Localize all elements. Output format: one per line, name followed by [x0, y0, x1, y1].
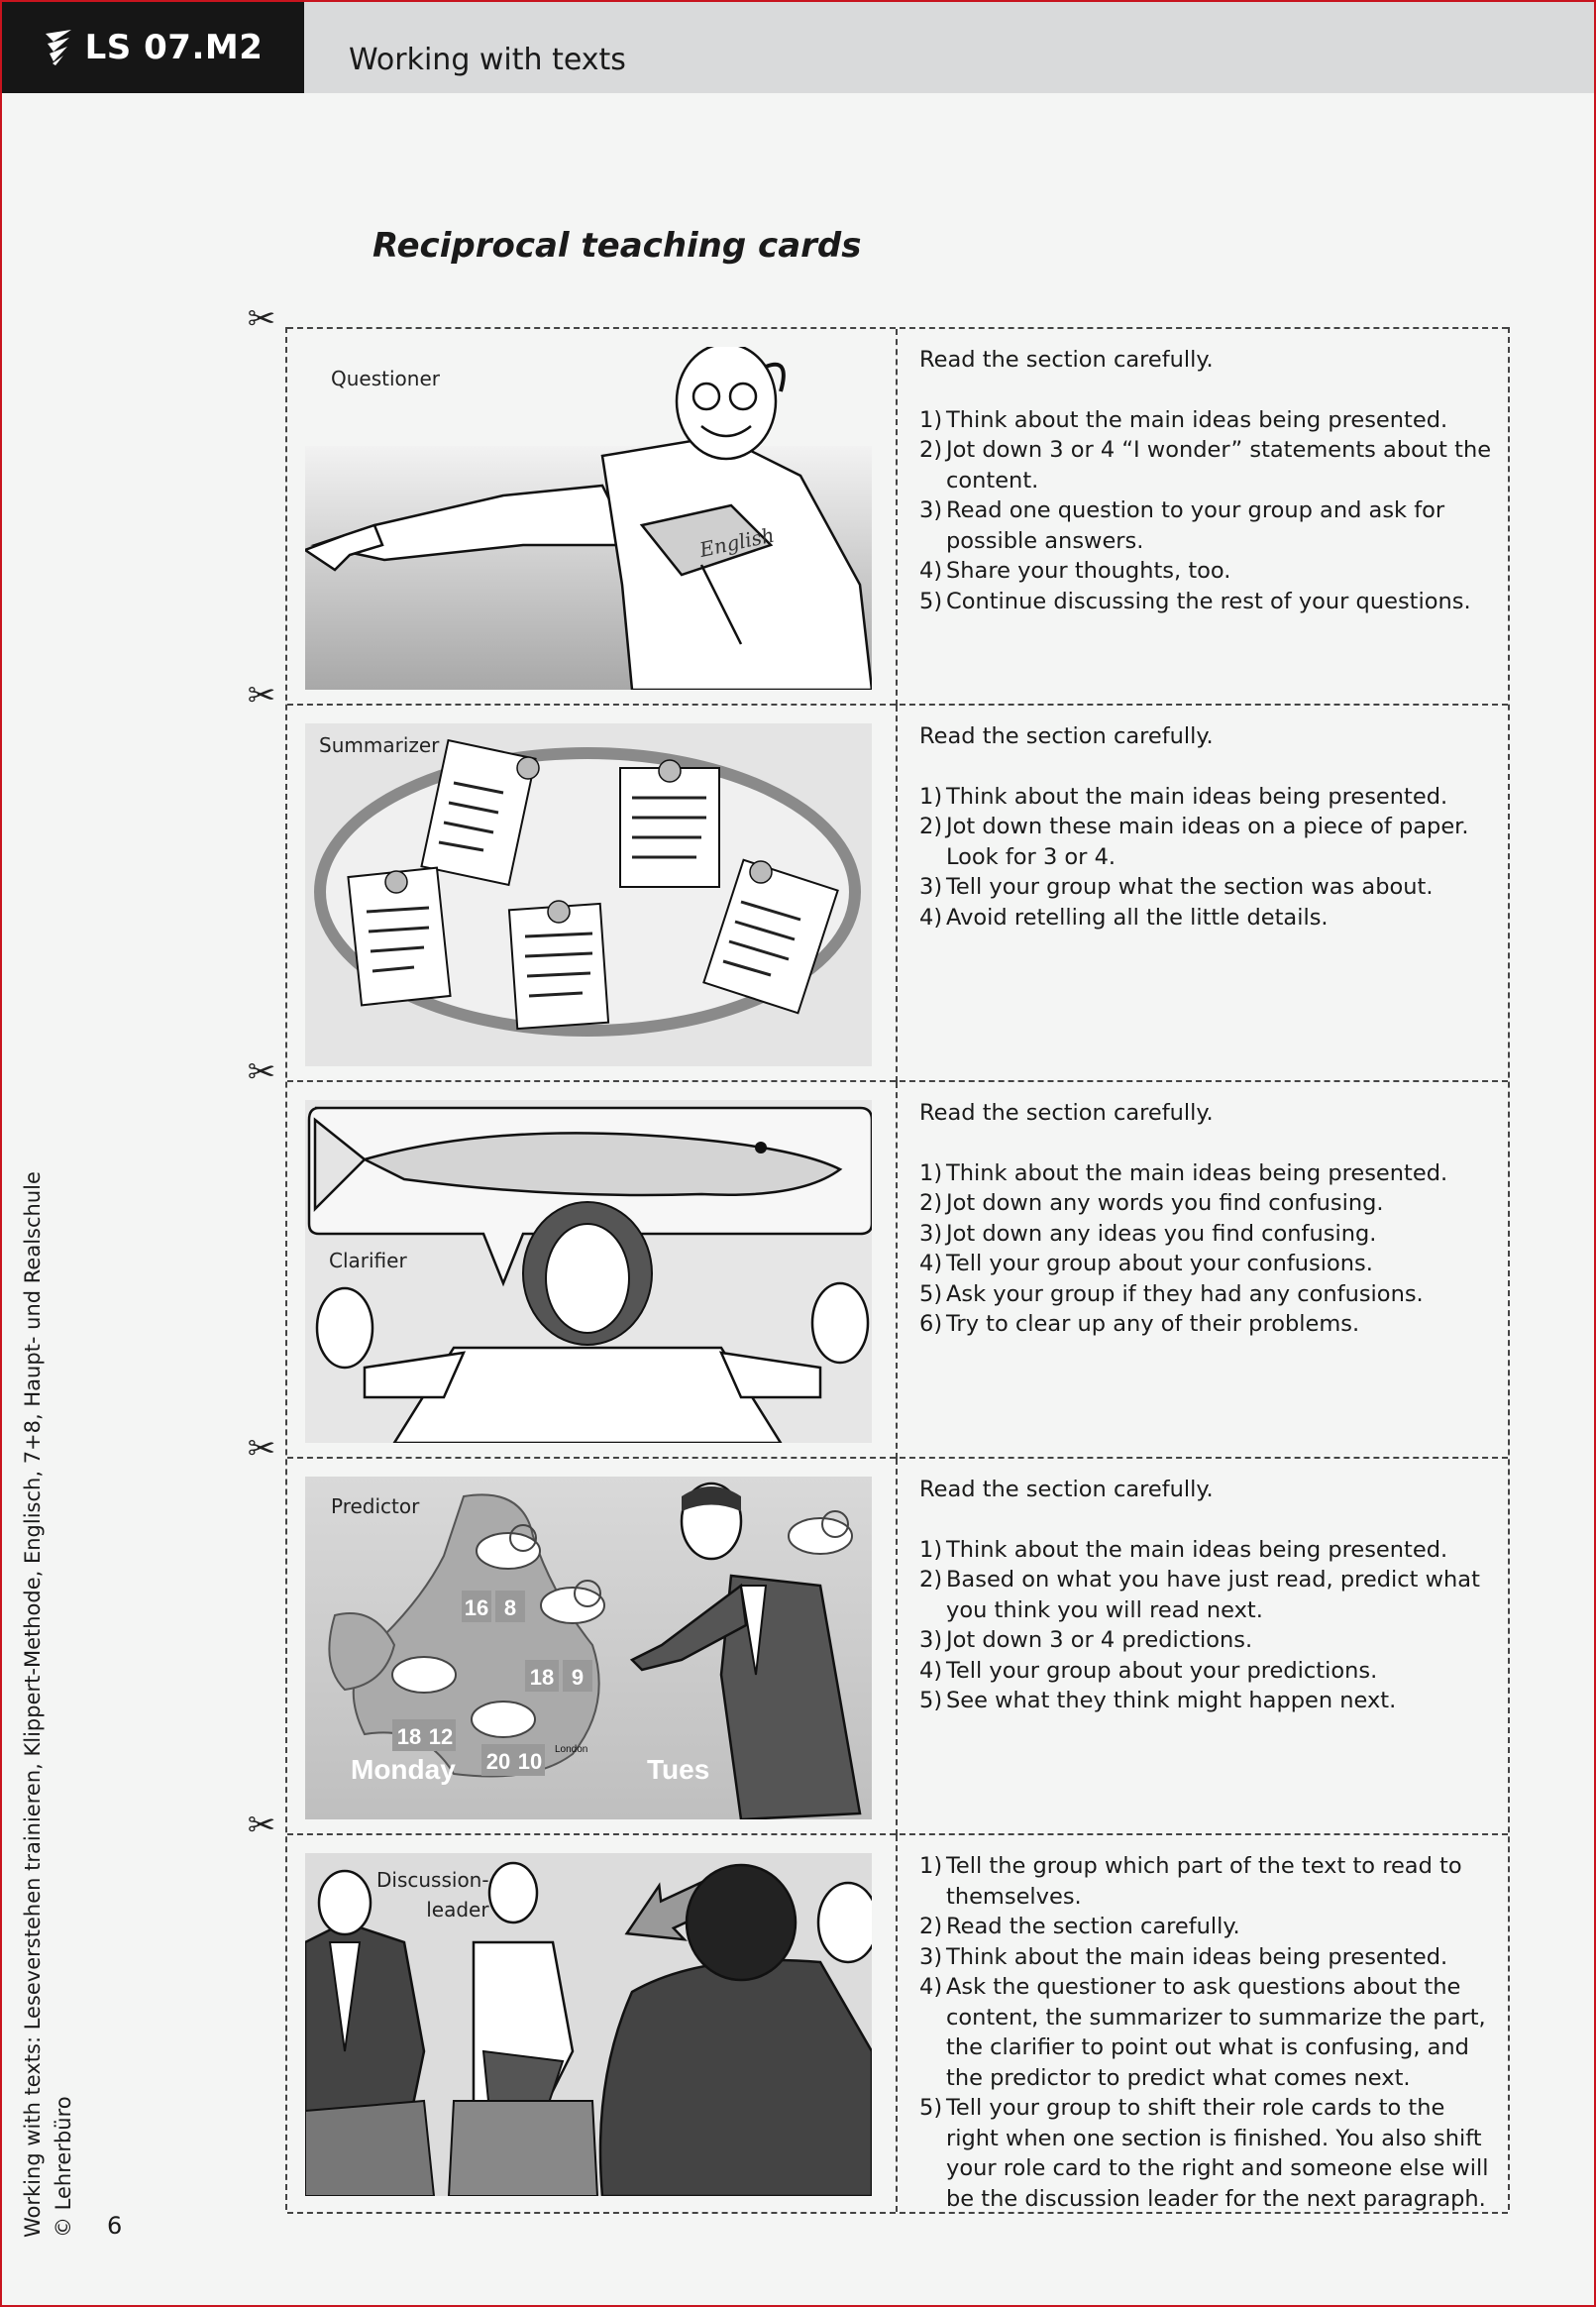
card-text-questioner [919, 345, 1494, 616]
step-item: 5) Ask your group if they had any confusions. [919, 1280, 1424, 1307]
scissors-icon: ✂ [247, 299, 276, 339]
card-intro: Read the section carefully. [919, 1477, 1214, 1502]
page-title: Reciprocal teaching cards [372, 226, 862, 266]
step-item: 4) Tell your group about your predictions. [919, 1657, 1378, 1684]
step-item: 1) Think about the main ideas being presented. [919, 406, 1448, 433]
lesson-code: LS 07.M2 [84, 28, 264, 67]
step-item: 4) Avoid retelling all the little details. [919, 904, 1329, 931]
temp-label: 8 [503, 1595, 517, 1620]
questioner-illustration [305, 347, 872, 690]
step-item: 2) Based on what you have just read, predict what you think you will read next. [919, 1567, 1480, 1623]
card-clarifier [247, 1052, 1508, 1459]
card-text-predictor [919, 1475, 1494, 1716]
step-item: 5) Tell your group to shift their role cards to the right when one section is finished. You also shift your role card to the right and someone else will be the discussion leader for the next paragraph. [919, 2095, 1489, 2212]
card-divider [896, 1082, 898, 1459]
card-predictor [247, 1429, 1508, 1835]
header-title: Working with texts [349, 43, 626, 77]
card-discussion-leader [247, 1806, 1508, 2214]
page-number: 6 [107, 2212, 123, 2240]
summarizer-illustration [305, 723, 872, 1066]
step-item: 1) Think about the main ideas being presented. [919, 1536, 1448, 1563]
side-credit-line2: © Lehrerbüro [52, 2096, 75, 2238]
role-label-questioner: Questioner [331, 367, 440, 390]
temp-label: 18 [529, 1665, 555, 1690]
step-item: 3) Read one question to your group and ask for possible answers. [919, 497, 1445, 554]
temp-label: 16 [464, 1595, 489, 1620]
steps-list [919, 1535, 1494, 1716]
step-item: 3) Jot down 3 or 4 predictions. [919, 1627, 1253, 1653]
card-text-discussion-leader [919, 1851, 1494, 2214]
temp-label: 18 [396, 1724, 422, 1749]
scissors-icon: ✂ [247, 676, 276, 715]
step-item: 3) Tell your group what the section was about. [919, 874, 1434, 900]
scissors-icon: ✂ [247, 1429, 276, 1469]
discussion-leader-illustration [305, 1853, 872, 2196]
steps-list [919, 782, 1494, 934]
day-label: Monday [351, 1754, 456, 1785]
side-credit [18, 1171, 79, 2238]
scissors-icon: ✂ [247, 1806, 276, 1845]
step-item: 4) Share your thoughts, too. [919, 558, 1231, 584]
city-label: London [555, 1744, 588, 1755]
clarifier-illustration [305, 1100, 872, 1443]
card-divider [896, 329, 898, 706]
role-label-clarifier: Clarifier [329, 1249, 407, 1272]
steps-list [919, 1851, 1494, 2214]
step-item: 3) Jot down any ideas you find confusing. [919, 1220, 1377, 1247]
step-item: 2) Jot down these main ideas on a piece of paper. Look for 3 or 4. [919, 814, 1469, 870]
day-label: Tues [647, 1754, 710, 1785]
step-item: 5) See what they think might happen next. [919, 1688, 1397, 1713]
steps-list [919, 1158, 1494, 1340]
temp-label: 9 [571, 1665, 585, 1690]
steps-list [919, 405, 1494, 617]
temp-label: 20 [485, 1749, 511, 1774]
step-item: 1) Tell the group which part of the text to read to themselves. [919, 1853, 1462, 1910]
step-item: 4) Ask the questioner to ask questions about the content, the summarizer to summarize the part, the clarifier to point out what is confusing, and the predictor to predict what comes next. [919, 1974, 1486, 2091]
book-title: English [697, 522, 777, 562]
card-text-clarifier [919, 1098, 1494, 1340]
predictor-illustration [305, 1477, 872, 1819]
cards-grid [247, 299, 1510, 2212]
header-bar [2, 2, 1594, 93]
step-item: 6) Try to clear up any of their problems. [919, 1311, 1360, 1337]
scissors-icon: ✂ [247, 1052, 276, 1092]
role-label-discussion-leader: Discussion- leader [376, 1868, 489, 1922]
card-divider [896, 706, 898, 1082]
step-item: 2) Jot down 3 or 4 “I wonder” statements about the content. [919, 437, 1492, 494]
card-divider [896, 1835, 898, 2212]
step-item: 1) Think about the main ideas being presented. [919, 1159, 1448, 1186]
card-intro: Read the section carefully. [919, 1100, 1214, 1126]
step-item: 2) Read the section carefully. [919, 1914, 1240, 1939]
temp-label: 12 [428, 1724, 454, 1749]
card-intro: Read the section carefully. [919, 723, 1214, 749]
step-item: 3) Think about the main ideas being presented. [919, 1943, 1448, 1970]
step-item: 5) Continue discussing the rest of your questions. [919, 588, 1471, 614]
card-text-summarizer [919, 721, 1494, 933]
step-item: 1) Think about the main ideas being presented. [919, 783, 1448, 810]
card-summarizer [247, 676, 1508, 1082]
step-item: 2) Jot down any words you find confusing. [919, 1190, 1384, 1216]
lesson-code-badge [2, 2, 304, 93]
role-label-predictor: Predictor [331, 1494, 420, 1518]
card-questioner [247, 299, 1508, 706]
temp-label: 10 [517, 1749, 543, 1774]
side-credit-line1: Working with texts: Leseverstehen trainieren, Klippert-Methode, Englisch, 7+8, Haupt- und Realschule [21, 1171, 45, 2238]
step-item: 4) Tell your group about your confusions. [919, 1251, 1373, 1276]
role-label-summarizer: Summarizer [319, 733, 440, 757]
logo-icon [44, 30, 73, 65]
card-intro: Read the section carefully. [919, 347, 1214, 373]
card-divider [896, 1459, 898, 1835]
